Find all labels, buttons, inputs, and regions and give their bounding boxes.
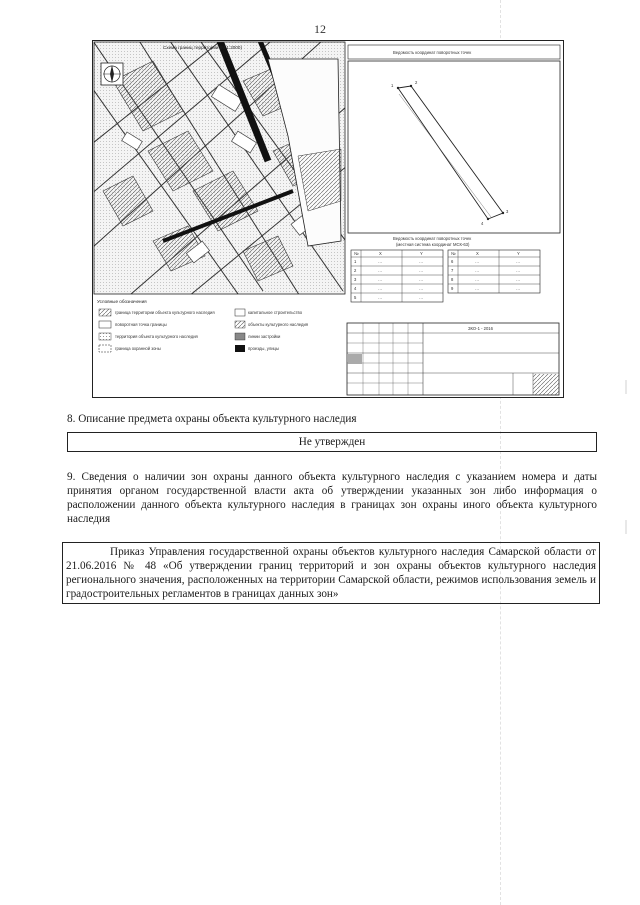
table-cell: …: [516, 286, 521, 291]
table-cell: 2: [354, 268, 357, 273]
table-cell: …: [378, 286, 383, 291]
legend-item: объекты культурного наследия: [248, 322, 309, 327]
legend-item: территория объекта культурного наследия: [115, 334, 198, 339]
legend-item: капитальное строительство: [248, 310, 303, 315]
section-8-heading: 8. Описание предмета охраны объекта культурного наследия: [67, 413, 357, 425]
order-text: Приказ Управления государственной охраны объектов культурного наследия Самарской области от 21.06.2016 № 48 «Об утверждении границ территорий и зон охраны объектов культурного наследия регионального значения, расположенных на территории Самарской области, режимов использования земель и градостроительных регламентов в границах данных зон»: [66, 546, 596, 600]
table-cell: 8: [451, 277, 454, 282]
table-cell: …: [419, 295, 424, 300]
coords-table-left: [351, 250, 443, 302]
coords-table-title: Ведомость координат поворотных точек: [393, 236, 472, 241]
point-label: 3: [506, 209, 509, 214]
north-arrow-icon: [101, 63, 123, 85]
page-number: 12: [314, 22, 326, 36]
table-cell: …: [378, 277, 383, 282]
legend-title: Условные обозначения: [97, 299, 147, 304]
table-cell: …: [516, 268, 521, 273]
col-header: №: [451, 251, 456, 256]
table-cell: …: [516, 277, 521, 282]
table-cell: …: [516, 259, 521, 264]
table-cell: 3: [354, 277, 357, 282]
scan-edge-mark: [625, 520, 627, 534]
point-label: 2: [415, 80, 418, 85]
table-cell: …: [475, 286, 480, 291]
table-cell: 9: [451, 286, 454, 291]
table-cell: 4: [354, 286, 357, 291]
table-cell: …: [475, 268, 480, 273]
stamp-title: ЗКО-1 - 2016: [468, 326, 493, 331]
table-cell: …: [475, 259, 480, 264]
table-cell: …: [419, 268, 424, 273]
table-cell: 5: [354, 295, 357, 300]
table-cell: …: [378, 295, 383, 300]
boundary-map-figure: [92, 40, 564, 398]
table-cell: …: [378, 259, 383, 264]
table-cell: …: [419, 277, 424, 282]
table-cell: …: [419, 286, 424, 291]
coords-system-label: (местная система координат МСК-63): [396, 242, 470, 247]
col-header: Y: [517, 251, 520, 256]
col-header: Y: [420, 251, 423, 256]
status-box: [67, 432, 597, 452]
street-map: [93, 41, 353, 301]
point-label: 4: [481, 221, 484, 226]
table-cell: …: [475, 277, 480, 282]
legend-item: поворотная точка границы: [115, 322, 167, 327]
legend-item: проезды, улицы: [248, 346, 279, 351]
status-text: Не утвержден: [298, 436, 366, 448]
col-header: X: [476, 251, 479, 256]
order-reference-box: [62, 542, 600, 604]
col-header: X: [379, 251, 382, 256]
title-block-stamp: [347, 323, 559, 395]
legend-item: линии застройки: [248, 334, 281, 339]
legend-item: граница территории объекта культурного наследия: [115, 310, 215, 315]
section-9-heading: 9. Сведения о наличии зон охраны данного объекта культурного наследия с указанием номера и даты принятия органом государственной власти акта об утверждении указанных зон либо информация о расположении данного объекта культурного наследия в границах зон охраны иного объекта культурного наследия: [67, 471, 597, 525]
map-title: Схема границ территории (М 1:2000): [163, 45, 242, 50]
table-cell: 1: [354, 259, 357, 264]
map-legend: [97, 299, 308, 352]
table-cell: 6: [451, 259, 454, 264]
table-cell: …: [419, 259, 424, 264]
coords-table-right: [448, 250, 540, 293]
table-cell: 7: [451, 268, 454, 273]
scan-edge-mark: [625, 380, 627, 394]
legend-item: граница охранной зоны: [115, 346, 161, 351]
coords-title: Ведомость координат поворотных точек: [393, 50, 472, 55]
boundary-sketch: [348, 61, 560, 233]
table-cell: …: [378, 268, 383, 273]
col-header: №: [354, 251, 359, 256]
point-label: 1: [391, 83, 394, 88]
